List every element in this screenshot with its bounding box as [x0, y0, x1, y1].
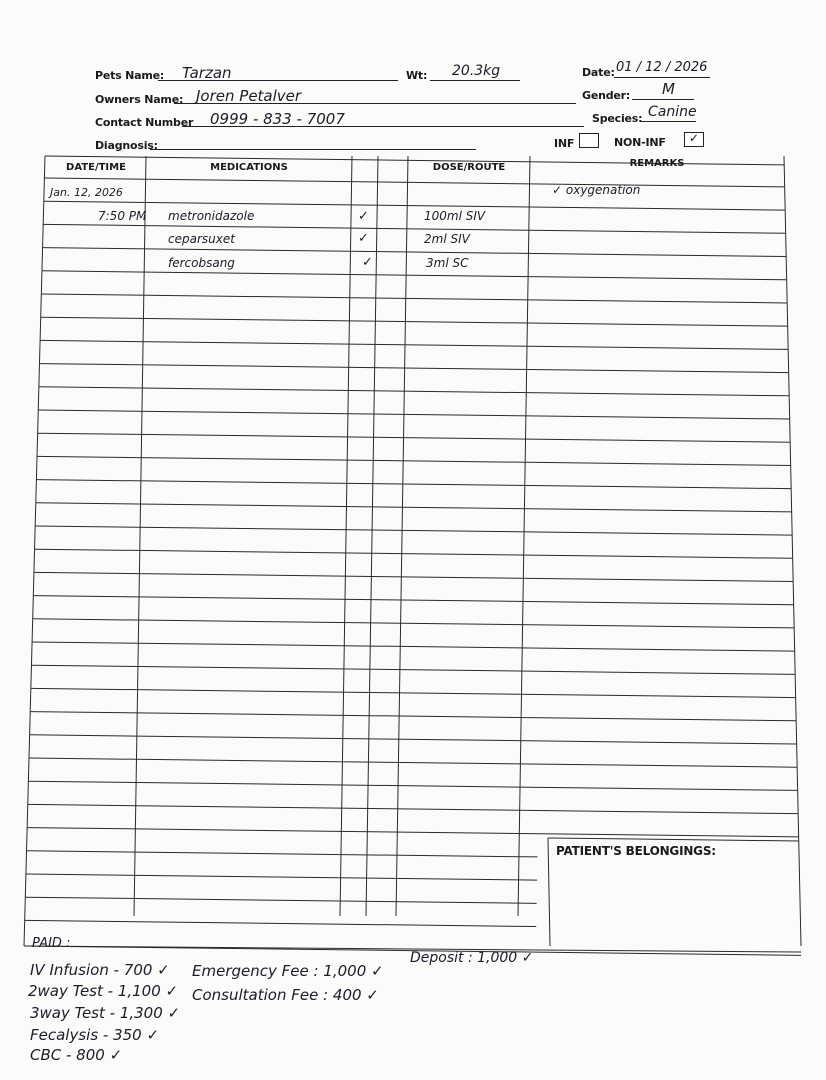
- row2-med: metronidazole: [168, 209, 255, 223]
- table-row-line: [42, 271, 787, 280]
- patients-belongings-label: PATIENT'S BELONGINGS:: [556, 844, 716, 858]
- table-right-edge: [784, 156, 801, 946]
- table-row-line: [33, 619, 794, 628]
- table-row-line: [29, 758, 797, 767]
- noninf-label: NON-INF: [614, 136, 666, 149]
- inf-label: INF: [554, 137, 575, 150]
- table-row-line: [31, 665, 794, 674]
- table-row-line: [39, 387, 789, 396]
- table-row-line: [32, 642, 794, 651]
- table-row-line: [27, 828, 798, 837]
- contact-value: 0999 - 833 - 7007: [210, 110, 345, 128]
- owners-name-label: Owners Name:: [95, 93, 184, 106]
- paid-line-2: 2way Test - 1,100 ✓: [28, 982, 179, 1000]
- table-row-line: [37, 456, 790, 465]
- wt-label: Wt:: [406, 69, 428, 82]
- table-row-line: [30, 712, 796, 721]
- paid-line-3: 3way Test - 1,300 ✓: [30, 1004, 181, 1022]
- col-dose-header: DOSE/ROUTE: [432, 162, 506, 173]
- table-row-line: [34, 572, 793, 581]
- row4-check: ✓: [362, 255, 373, 270]
- table-col-line: [340, 156, 352, 916]
- table-row-line: [30, 735, 797, 744]
- table-col-line: [396, 156, 408, 916]
- belongings-box-left: [548, 838, 550, 946]
- table-col-line: [366, 156, 378, 916]
- emergency-fee: Emergency Fee : 1,000 ✓: [192, 962, 384, 980]
- table-row-line: [38, 410, 789, 419]
- row4-dose: 3ml SC: [426, 256, 469, 270]
- table-row-line: [25, 920, 537, 926]
- species-label: Species:: [592, 112, 643, 125]
- paid-label: PAID :: [32, 936, 71, 951]
- owners-name-value: Joren Petalver: [196, 87, 302, 105]
- col-datetime-header: DATE/TIME: [66, 162, 126, 173]
- table-row-line: [35, 549, 793, 558]
- paid-line-5: CBC - 800 ✓: [30, 1046, 123, 1064]
- contact-label: Contact Number: [95, 116, 194, 129]
- gender-label: Gender:: [582, 89, 631, 102]
- col-medications-header: MEDICATIONS: [210, 162, 288, 173]
- row4-med: fercobsang: [168, 256, 235, 270]
- table-row-line: [31, 688, 796, 697]
- wt-value: 20.3kg: [452, 63, 501, 79]
- table-row-line: [40, 340, 788, 349]
- table-row-line: [43, 224, 785, 233]
- noninf-check-mark: ✓: [689, 131, 700, 145]
- table-col-line: [518, 156, 530, 916]
- table-row-line: [28, 781, 797, 790]
- row3-check: ✓: [358, 231, 369, 246]
- table-col-line: [134, 156, 146, 916]
- diagnosis-label: Diagnosis:: [95, 139, 158, 152]
- table-row-line: [25, 897, 536, 903]
- table-row-line: [36, 480, 791, 489]
- row2-dose: 100ml SIV: [424, 209, 486, 223]
- belongings-box-top: [548, 838, 799, 841]
- row1-remark: ✓ oxygenation: [552, 183, 641, 197]
- table-row-line: [44, 178, 784, 187]
- table-row-line: [43, 248, 786, 257]
- table-row-line: [36, 503, 792, 512]
- col-remarks-header: REMARKS: [629, 158, 685, 169]
- gender-value: M: [662, 80, 675, 98]
- row1-date: Jan. 12, 2026: [50, 186, 123, 199]
- row3-med: ceparsuxet: [168, 232, 235, 246]
- pets-name-value: Tarzan: [182, 64, 232, 82]
- deposit: Deposit : 1,000 ✓: [410, 950, 534, 966]
- table-row-line: [39, 364, 788, 373]
- table-row-line: [41, 294, 787, 303]
- table-row-line: [33, 596, 793, 605]
- paid-line-1: IV Infusion - 700 ✓: [30, 961, 170, 979]
- row2-date: 7:50 PM: [98, 209, 147, 223]
- species-value: Canine: [648, 104, 697, 120]
- row2-check: ✓: [358, 209, 369, 224]
- paid-line-4: Fecalysis - 350 ✓: [30, 1026, 160, 1044]
- table-row-line: [26, 874, 537, 880]
- table-row-line: [35, 526, 792, 535]
- date-value: 01 / 12 / 2026: [616, 60, 708, 75]
- pets-name-label: Pets Name:: [95, 69, 165, 82]
- table-row-line: [44, 201, 785, 210]
- table-row-line: [41, 317, 788, 326]
- table-row-line: [27, 851, 538, 857]
- table-row-line: [28, 804, 798, 813]
- row3-dose: 2ml SIV: [424, 232, 470, 246]
- table-row-line: [38, 433, 790, 442]
- date-label: Date:: [582, 66, 615, 79]
- consultation-fee: Consultation Fee : 400 ✓: [192, 986, 379, 1004]
